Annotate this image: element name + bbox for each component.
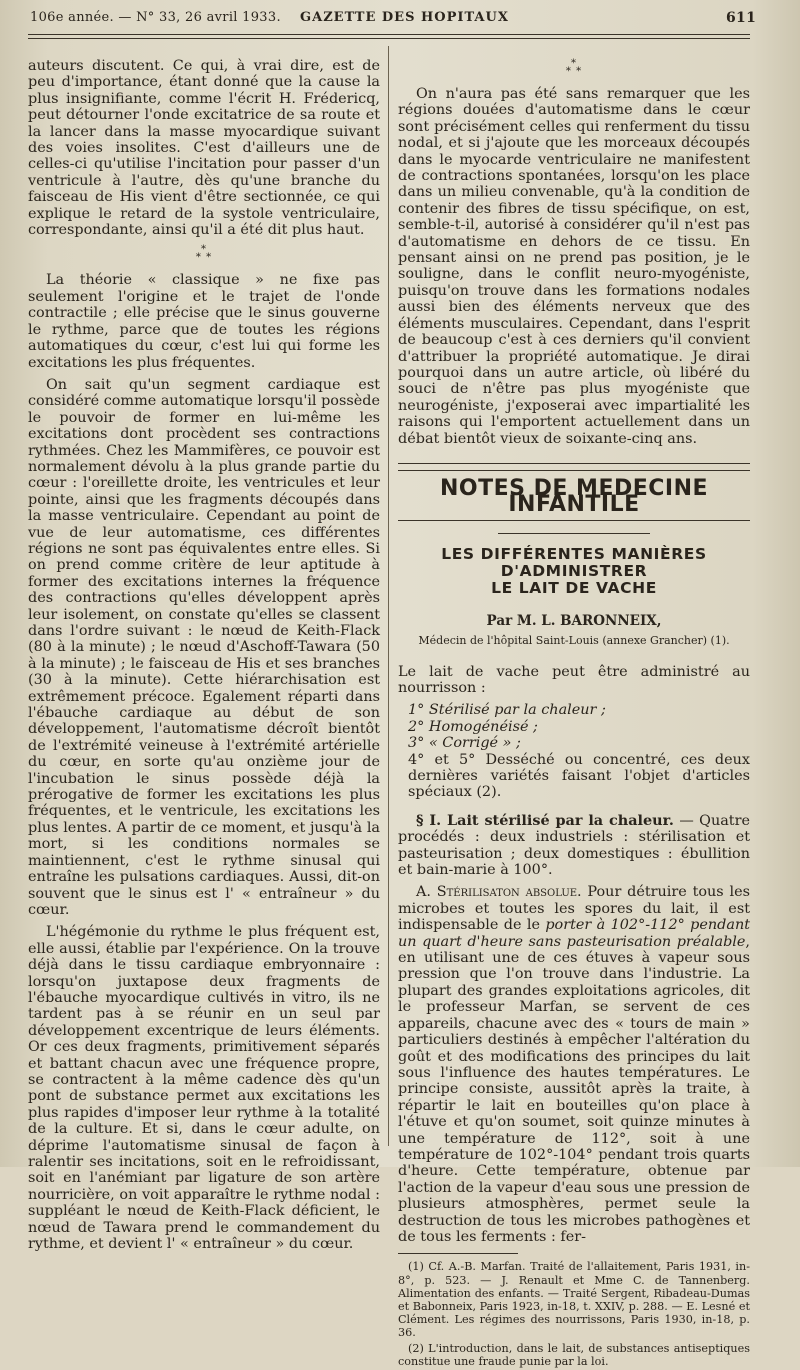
byline: Par M. L. BARONNEIX, <box>486 612 662 629</box>
article-title-line2: LE LAIT DE VACHE <box>491 578 657 597</box>
section-rule <box>398 463 750 464</box>
column-divider <box>388 46 389 1146</box>
section-1-heading: § I. Lait stérilisé par la chaleur. <box>416 811 674 829</box>
header-rule-bottom <box>28 38 750 39</box>
section-separator: * * * <box>195 244 213 264</box>
footnotes <box>398 1260 750 1368</box>
issue-line: 106e année. — N° 33, 26 avril 1933. <box>30 10 281 25</box>
list-item: 1° Stérilisé par la chaleur ; <box>408 702 606 719</box>
paragraph: On n'aura pas été sans remarquer que les régions douées d'automatisme dans le cœur sont précisément celles qui renferment du tissu nodal, et si j'ajoute que les morceaux découpés dans le myocarde ventriculaire ne manifestent de contractions spontanées, lorsqu'on les place dans un milieu convenable, qu'à la condition de contenir des fibres de tissu spécifique, on est, semble-t-il, autorisé à considérer qu'il n'est pas d'automatisme en dehors de ce tissu. En pensant ainsi on ne prend pas position, je le souligne, dans le conflit neuro-myogéniste, puisqu'on trouve dans les formations nodales aussi bien des éléments nerveux que des éléments musculaires. Cependant, dans l'esprit de beaucoup c'est à ces derniers qu'il convient d'attribuer la propriété automatique. Je dirai pourquoi dans un autre article, où libéré du souci de n'être pas plus myogéniste que neurogéniste, j'exposerai avec impartialité les raisons qui l'emportent actuellement dans un débat bientôt vieux de soixante-cinq ans. <box>398 86 750 447</box>
journal-title: GAZETTE DES HOPITAUX <box>300 10 509 25</box>
affiliation: Médecin de l'hôpital Saint-Louis (annexe Grancher) (1). <box>418 634 730 648</box>
paragraph: L'hégémonie du rythme le plus fréquent est, elle aussi, établie par l'expérience. On la trouve déjà dans le tissu cardiaque embryonnaire : lorsqu'on juxtapose deux fragments de l'ébauche myocardique cultivés in vitro, ils ne tardent pas à se réunir en un seul par développement excentrique de leurs éléments. Or ces deux fragments, primitivement séparés et battant chacun avec une fréquence propre, se contractent à la même cadence dès qu'un pont de substance permet aux excitations les plus rapides d'imposer leur rythme à la totalité de la culture. Et si, dans le cœur adulte, on déprime l'automatisme sinusal de façon à ralentir ses incitations, soit en le refroidissant, soit en l'anémiant par ligature de son artère nourricière, on voit apparaître le rythme nodal : suppléant le nœud de Keith-Flack déficient, le nœud de Tawara prend le commandement du rythme, et devient l' « entraîneur » du cœur. <box>28 924 380 1253</box>
section-separator: * * * <box>565 58 583 77</box>
methods-list <box>398 702 750 800</box>
footnote: (2) L'introduction, dans le lait, de substances antiseptiques constitue une fraude punie par la loi. <box>398 1341 750 1368</box>
article-title-line1: LES DIFFÉRENTES MANIÈRES D'ADMINISTRER <box>441 544 707 580</box>
header-rule-top <box>28 34 750 35</box>
page-number: 611 <box>726 10 757 26</box>
footnote: (1) Cf. A.-B. Marfan. Traité de l'allaitement, Paris 1931, in-8°, p. 523. — J. Renault et Mme C. de Tannenberg. Alimentation des enfants. — Traité Sergent, Ribadeau-Dumas et Babonneix, Paris 1923, in-18, t. XXIV, p. 288. — E. Lesné et Clément. Les régimes des nourrissons, Paris 1930, in-18, p. 36. <box>398 1260 750 1340</box>
section-a-label: A. Stérilisaton absolue. <box>416 884 582 901</box>
list-item: 3° « Corrigé » ; <box>408 735 521 752</box>
paragraph: On sait qu'un segment cardiaque est considéré comme automatique lorsqu'il possède le pouvoir de former en lui-même les excitations dont procèdent ses contractions rythmées. Chez les Mammifères, ce pouvoir est normalement dévolu à la plus grande partie du cœur : l'oreillette droite, les ventricules et leur pointe, ainsi que les fragments découpés dans la masse ventriculaire. Cependant au point de vue de leur automatisme, ces différentes régions ne sont pas équivalentes entre elles. Si on prend comme critère de leur aptitude à former des excitations internes la fréquence des contractions qu'elles développent après leur isolement, on constate qu'elles se classent dans l'ordre suivant : le nœud de Keith-Flack (80 à la minute) ; le nœud d'Aschoff-Tawara (50 à la minute) ; le faisceau de His et ses branches (30 à la minute). Cette hiérarchisation est extrêmement précoce. Egalement réparti dans l'ébauche cardiaque au début de son développement, l'automatisme décroît bientôt de l'extrémité veineuse à l'extrémité artérielle du cœur, en sorte qu'au onzième jour de l'incubation le sinus possède déjà la prérogative de former les excitations les plus fréquentes, et le ventricule, les excitations les plus lentes. A partir de ce moment, et jusqu'à la mort, si les conditions normales se maintiennent, c'est le rythme sinusal qui entraîne les pulsations cardiaques. Aussi, dit-on souvent que le sinus est l' « entraîneur » du cœur. <box>28 376 380 918</box>
footnote-rule <box>398 1253 518 1254</box>
section-a-paragraph: A. Stérilisaton absolue. Pour détruire tous les microbes et toutes les spores du lait, il est indispensable de le porter à 102°-112° pendant un quart d'heure sans pasteurisation préalable, en utilisant une de ces étuves à vapeur sous pression que l'on trouve dans l'industrie. La plupart des grandes exploitations agricoles, dit le professeur Marfan, se servent de ces appareils, chacune avec des « tours de main » particuliers destinés à empêcher l'altération du goût et des modifications des principes du lait sous l'influence des hautes températures. Le principe consiste, aussitôt après la traite, à répartir le lait en bouteilles qu'on place à l'étuve et qu'on soumet, soit quinze minutes à une température de 112°, soit à une température de 102°-104° pendant trois quarts d'heure. Cette température, obtenue par l'action de la vapeur d'eau sous une pression de plusieurs atmosphères, permet seule la destruction de tous les microbes pathogènes et de tous les ferments : fer- <box>398 884 751 1245</box>
list-item: 4° et 5° Desséché ou concentré, ces deux dernières variétés faisant l'objet d'articles spéciaux (2). <box>408 751 750 801</box>
paragraph: La théorie « classique » ne fixe pas seulement l'origine et le trajet de l'onde contractile ; elle précise que le sinus gouverne le rythme, parce que de toutes les régions automatiques du cœur, c'est lui qui forme les excitations les plus fréquentes. <box>28 272 380 371</box>
list-item: 2° Homogénéisé ; <box>408 718 538 735</box>
paragraph: auteurs discutent. Ce qui, à vrai dire, est de peu d'importance, étant donné que la cause la plus insignifiante, comme l'écrit H. Frédericq, peut détourner l'onde excitatrice de sa route et la lancer dans la masse myocardique suivant des voies insolites. C'est d'ailleurs une de celles-ci qu'utilise l'incitation pour passer d'un ventricule à l'autre, dès qu'une branche du faisceau de His vient d'être sectionnée, ce qui explique le retard de la systole ventriculaire, correspondante, ainsi qu'il a été dit plus haut. <box>28 58 380 239</box>
section-1-paragraph: § I. Lait stérilisé par la chaleur. — Quatre procédés : deux industriels : stérilisation et pasteurisation ; deux domestiques : ébullition et bain-marie à 100°. <box>398 811 750 879</box>
right-column <box>398 58 750 1370</box>
intro-sentence: Le lait de vache peut être administré au nourrisson : <box>398 663 750 696</box>
left-column <box>28 58 380 1258</box>
section-heading: NOTES DE MEDECINE INFANTILE <box>398 470 750 521</box>
